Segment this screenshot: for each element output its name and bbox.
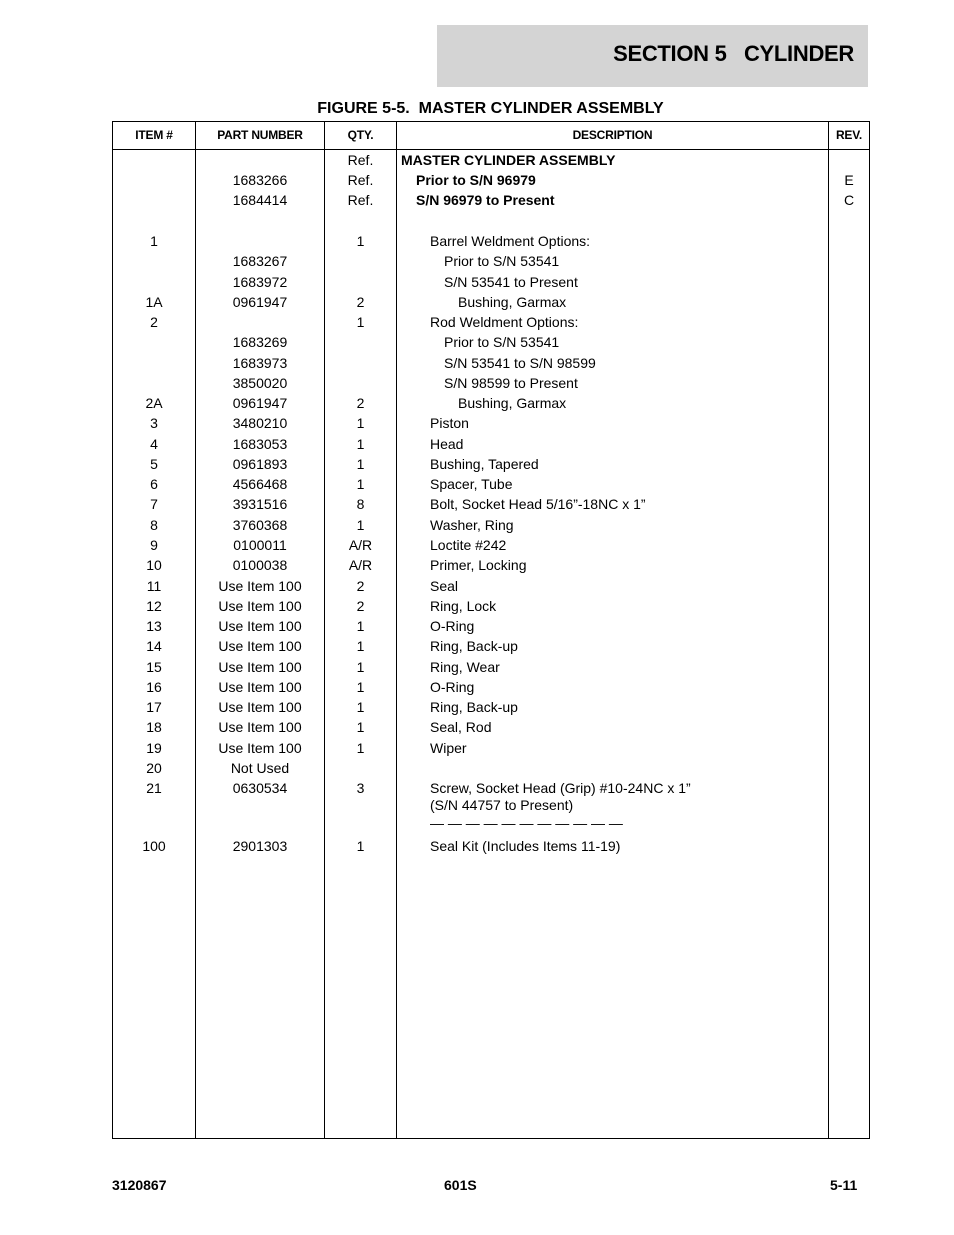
cell-description: — — — — — — — — — — — [430,815,623,831]
table-row [113,353,869,373]
cell-description: O-Ring [430,679,475,695]
cell-item-number: 15 [146,659,162,675]
cell-part-number: 0630534 [232,780,288,796]
cell-item-number: 2 [150,314,158,330]
cell-item-number: 16 [146,679,162,695]
cell-quantity: 1 [356,838,365,854]
cell-description: Bushing, Garmax [458,395,567,411]
cell-part-number: 3931516 [232,496,288,512]
column-header-rev: REV. [835,128,863,142]
cell-description: Seal Kit (Includes Items 11-19) [430,838,621,854]
cell-quantity: Ref. [347,172,374,188]
cell-description: MASTER CYLINDER ASSEMBLY [401,152,616,168]
column-header-qty: QTY. [347,128,374,142]
cell-part-number: 1683973 [232,355,288,371]
cell-part-number: 1683267 [232,253,288,269]
cell-description: S/N 96979 to Present [416,192,555,208]
cell-item-number: 13 [146,618,162,634]
section-header-band [437,25,868,87]
cell-part-number: 0100011 [233,537,287,553]
cell-description: Prior to S/N 53541 [444,253,560,269]
table-row [113,393,869,413]
table-row [113,677,869,697]
cell-part-number: 0961947 [232,395,288,411]
table-row [113,717,869,737]
cell-part-number: 4566468 [232,476,288,492]
cell-part-number: Use Item 100 [218,638,302,654]
cell-description: Seal [430,578,459,594]
table-row [113,190,869,210]
cell-description: Bushing, Tapered [430,456,539,472]
footer-model: 601S [444,1177,477,1193]
cell-description: S/N 53541 to S/N 98599 [444,355,596,371]
table-row [113,454,869,474]
cell-item-number: 12 [146,598,162,614]
cell-part-number: Use Item 100 [218,679,302,695]
cell-item-number: 10 [146,557,162,573]
cell-description: Ring, Lock [430,598,497,614]
table-row [113,555,869,575]
cell-item-number: 5 [150,456,158,472]
table-row [113,413,869,433]
cell-quantity: A/R [348,557,373,573]
cell-item-number: 19 [146,740,162,756]
cell-quantity: 2 [356,598,365,614]
cell-quantity: 1 [356,719,365,735]
cell-description: Piston [430,415,469,431]
table-row [113,231,869,251]
cell-item-number: 7 [150,496,158,512]
cell-quantity: 1 [356,517,365,533]
cell-part-number: 3480210 [232,415,288,431]
cell-part-number: 0961947 [232,294,288,310]
table-row [113,616,869,636]
cell-part-number: Use Item 100 [218,598,302,614]
cell-quantity: 1 [356,679,365,695]
cell-description: Loctite #242 [430,537,507,553]
cell-part-number: 1683269 [232,334,288,350]
cell-part-number: Use Item 100 [218,740,302,756]
cell-part-number: 1683972 [232,274,288,290]
table-row [113,636,869,656]
table-row [113,738,869,758]
cell-revision: C [843,192,855,208]
cell-quantity: 3 [356,780,365,796]
table-row [113,758,869,778]
table-row [113,813,869,833]
cell-quantity: 1 [356,456,365,472]
cell-part-number: 3850020 [232,375,288,391]
cell-item-number: 1A [145,294,163,310]
parts-table [112,121,870,1139]
footer-page-number: 5-11 [830,1177,858,1193]
table-row [113,434,869,454]
cell-description: Head [430,436,464,452]
cell-description: Bushing, Garmax [458,294,567,310]
table-row [113,474,869,494]
cell-description: Seal, Rod [430,719,492,735]
table-row [113,494,869,514]
cell-part-number: Use Item 100 [218,618,302,634]
cell-part-number: 1683266 [232,172,288,188]
table-row [113,292,869,312]
cell-description: Prior to S/N 53541 [444,334,560,350]
cell-description: Ring, Wear [430,659,500,675]
cell-quantity: 1 [356,740,365,756]
table-row [113,836,869,856]
cell-description: S/N 53541 to Present [444,274,578,290]
cell-description: Bolt, Socket Head 5/16”-18NC x 1” [430,496,646,512]
cell-description: (S/N 44757 to Present) [430,797,574,813]
figure-title: FIGURE 5-5. MASTER CYLINDER ASSEMBLY [317,100,664,117]
cell-description: O-Ring [430,618,475,634]
cell-item-number: 6 [150,476,158,492]
cell-quantity: 1 [356,659,365,675]
table-row [113,332,869,352]
cell-description: Ring, Back-up [430,699,518,715]
cell-description: Primer, Locking [430,557,527,573]
table-row [113,170,869,190]
cell-part-number: Use Item 100 [218,659,302,675]
cell-part-number: 0961893 [232,456,288,472]
cell-item-number: 17 [146,699,162,715]
cell-item-number: 18 [146,719,162,735]
table-row [113,535,869,555]
cell-item-number: 2A [145,395,163,411]
section-title: SECTION 5 CYLINDER [613,41,854,66]
table-row [113,795,869,815]
cell-item-number: 1 [150,233,158,249]
cell-description: Wiper [430,740,467,756]
cell-part-number: 1684414 [232,192,288,208]
cell-item-number: 20 [146,760,162,776]
cell-item-number: 11 [146,578,162,594]
cell-item-number: 21 [146,780,162,796]
cell-quantity: 8 [356,496,365,512]
cell-part-number: Use Item 100 [218,578,302,594]
table-row [113,251,869,271]
cell-part-number: 2901303 [232,838,288,854]
cell-quantity: Ref. [347,152,374,168]
cell-quantity: 1 [356,415,365,431]
cell-quantity: 1 [356,233,365,249]
cell-quantity: 1 [356,436,365,452]
table-row [113,515,869,535]
cell-description: Rod Weldment Options: [430,314,579,330]
table-row [113,150,869,170]
cell-part-number: 3760368 [232,517,288,533]
cell-quantity: 2 [356,395,365,411]
table-row [113,373,869,393]
cell-description: Washer, Ring [430,517,514,533]
cell-item-number: 14 [146,638,162,654]
footer-doc-number: 3120867 [112,1177,167,1193]
cell-part-number: 0100038 [232,557,288,573]
table-row [113,657,869,677]
cell-quantity: 1 [356,699,365,715]
column-header-description: DESCRIPTION [572,128,653,142]
cell-quantity: 1 [356,638,365,654]
cell-description: S/N 98599 to Present [444,375,578,391]
table-row [113,697,869,717]
column-header-part-number: PART NUMBER [217,128,303,142]
cell-description: Barrel Weldment Options: [430,233,591,249]
cell-quantity: A/R [348,537,373,553]
cell-quantity: 2 [356,578,365,594]
cell-quantity: 2 [356,294,365,310]
cell-part-number: Not Used [230,760,290,776]
cell-part-number: 1683053 [232,436,288,452]
cell-quantity: 1 [356,314,365,330]
table-row [113,596,869,616]
cell-revision: E [844,172,854,188]
table-row [113,312,869,332]
cell-quantity: 1 [356,476,365,492]
cell-item-number: 100 [142,838,166,854]
cell-part-number: Use Item 100 [218,699,302,715]
cell-item-number: 8 [150,517,158,533]
table-row [113,576,869,596]
table-row [113,272,869,292]
cell-item-number: 3 [150,415,158,431]
cell-item-number: 4 [150,436,158,452]
cell-description: Ring, Back-up [430,638,518,654]
cell-description: Prior to S/N 96979 [416,172,536,188]
cell-quantity: 1 [356,618,365,634]
cell-item-number: 9 [150,537,158,553]
cell-description: Spacer, Tube [430,476,513,492]
cell-part-number: Use Item 100 [218,719,302,735]
cell-quantity: Ref. [347,192,374,208]
cell-description: Screw, Socket Head (Grip) #10-24NC x 1” [430,780,691,796]
column-header-item: ITEM # [135,128,173,142]
